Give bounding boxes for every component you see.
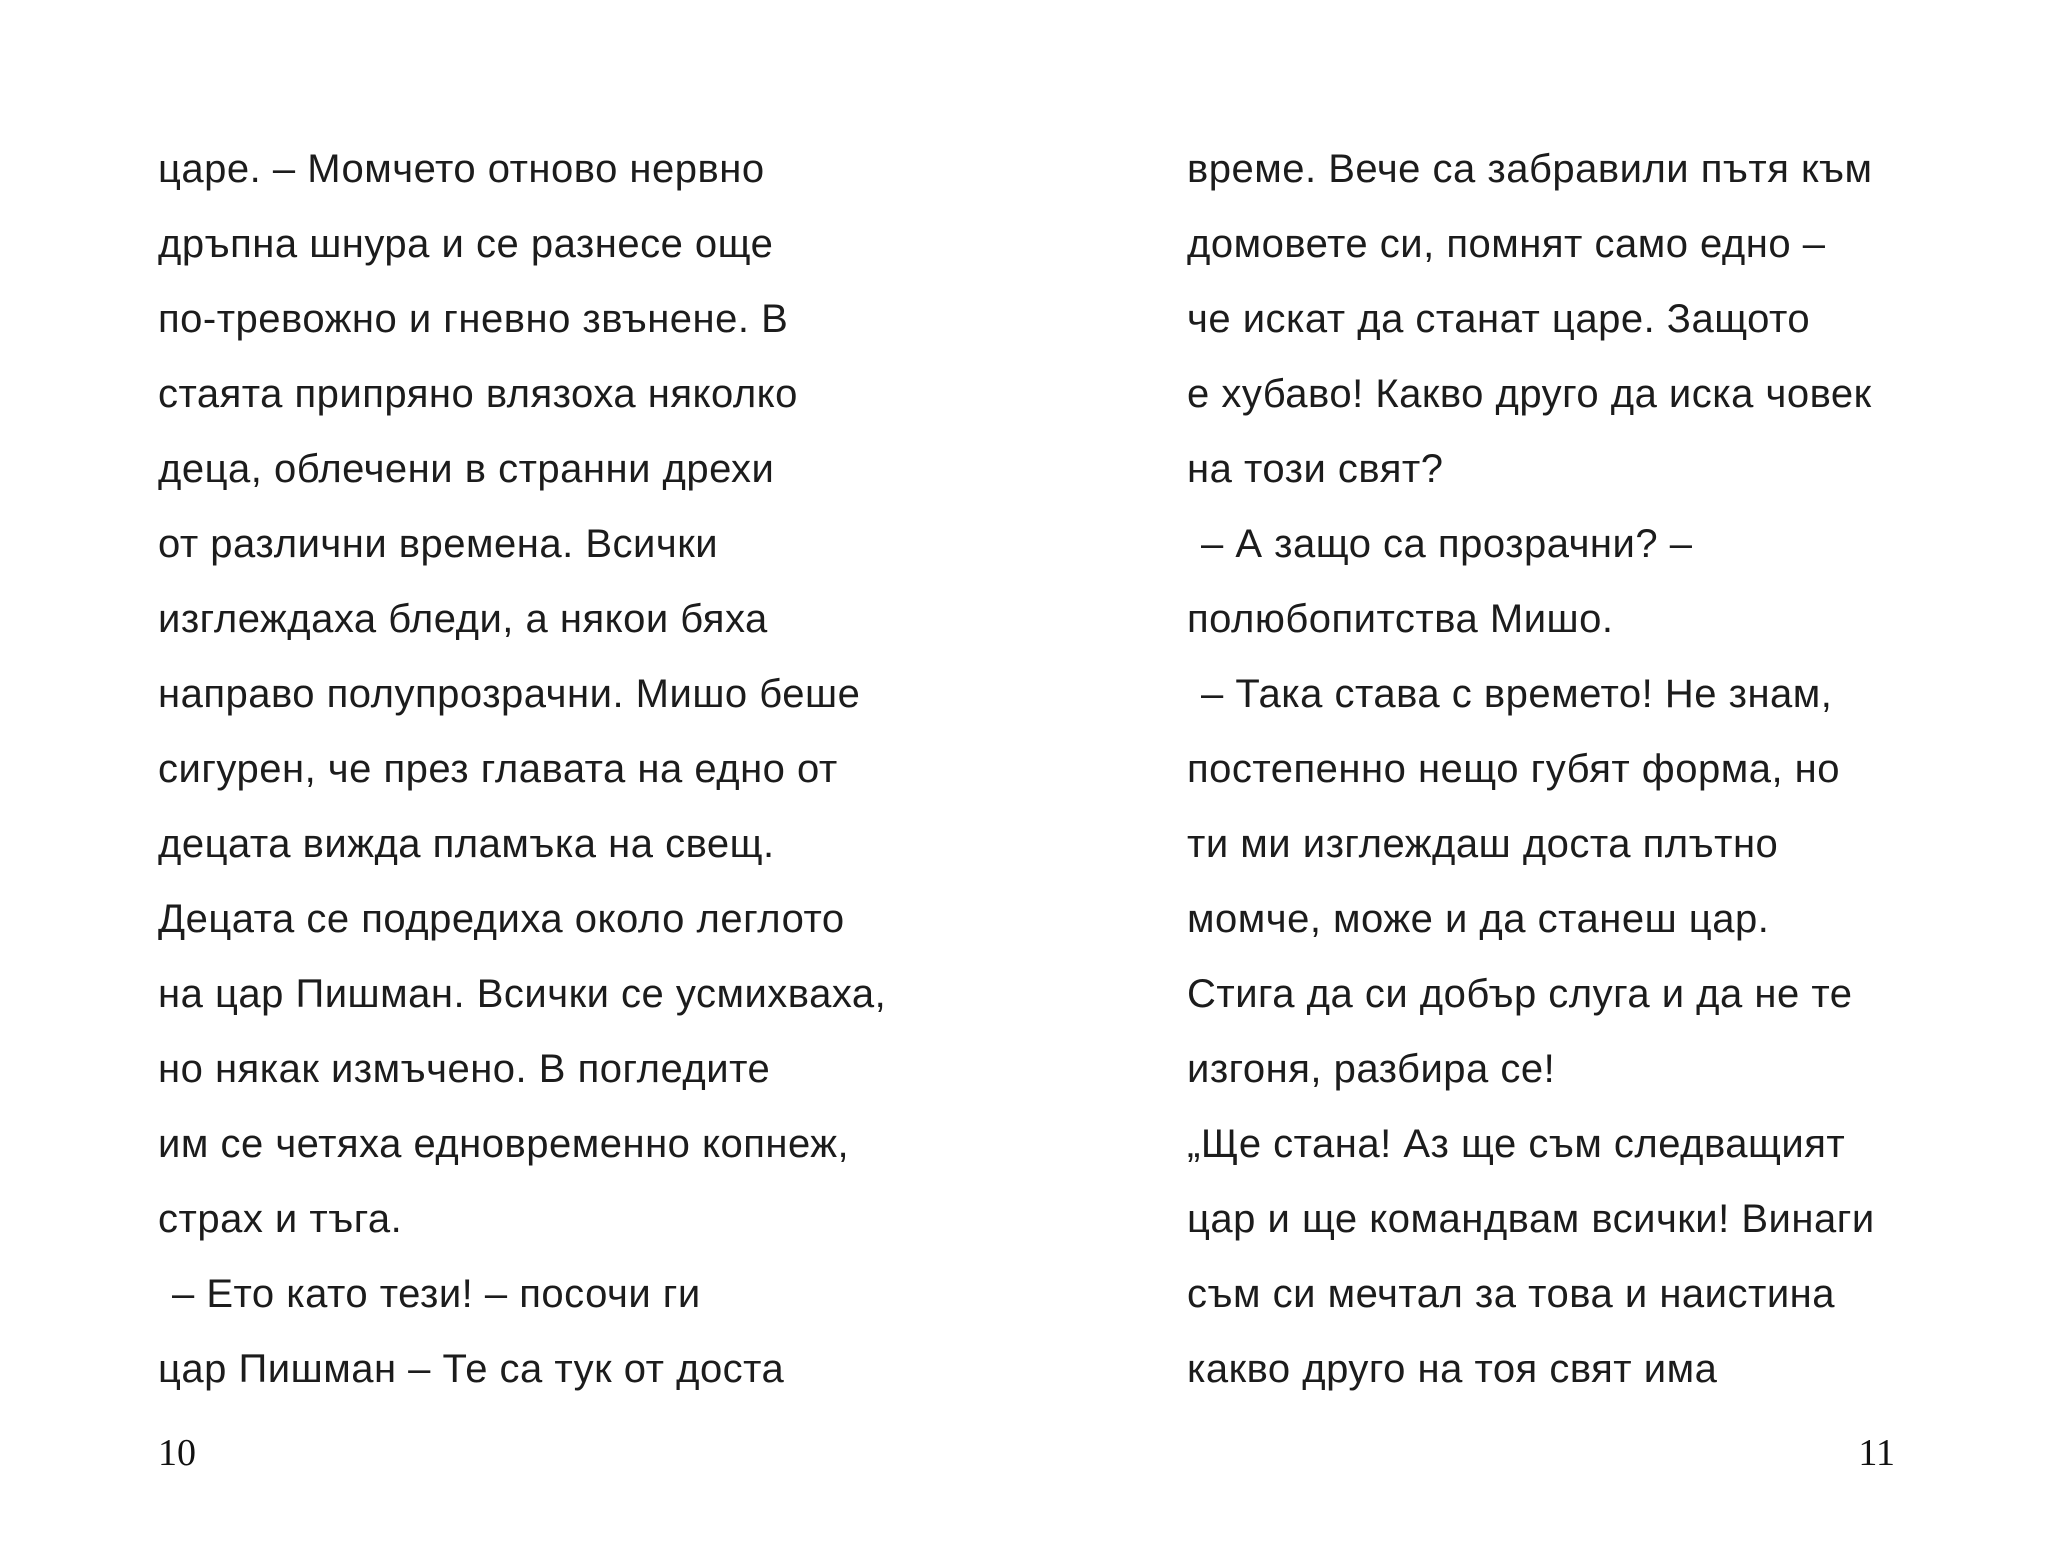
text-line: е хубаво! Какво друго да иска човек (1187, 372, 1872, 416)
text-line: домовете си, помнят само едно – (1187, 222, 1826, 266)
text-line: полюбопитства Мишо. (1187, 597, 1614, 641)
text-line: сигурен, че през главата на едно от (158, 747, 838, 791)
text-line-dialogue: – А защо са прозрачни? – (1201, 522, 1693, 566)
text-line: по-тревожно и гневно звънене. В (158, 297, 789, 341)
text-line: постепенно нещо губят форма, но (1187, 747, 1840, 791)
left-page-text-block (158, 132, 887, 1407)
text-line: деца, облечени в странни дрехи (158, 447, 775, 491)
text-line: съм си мечтал за това и наистина (1187, 1272, 1836, 1316)
text-line: какво друго на тоя свят има (1187, 1347, 1718, 1391)
page-number-right: 11 (1858, 1432, 1895, 1474)
text-line: от различни времена. Всички (158, 522, 719, 566)
text-line: страх и тъга. (158, 1197, 403, 1241)
text-line: изглеждаха бледи, а някои бяха (158, 597, 768, 641)
text-line: цар Пишман – Те са тук от доста (158, 1347, 785, 1391)
text-line: децата вижда пламъка на свещ. (158, 822, 775, 866)
text-line: изгоня, разбира се! (1187, 1047, 1556, 1091)
text-line-dialogue: – Така става с времето! Не знам, (1201, 672, 1833, 716)
text-line: че искат да станат царе. Защото (1187, 297, 1811, 341)
text-line: царе. – Момчето отново нервно (158, 147, 765, 191)
text-line: Стига да си добър слуга и да не те (1187, 972, 1853, 1016)
text-line-dialogue: – Ето като тези! – посочи ги (172, 1272, 701, 1316)
text-line: време. Вече са забравили пътя към (1187, 147, 1873, 191)
text-line: на този свят? (1187, 447, 1444, 491)
text-line: „Ще стана! Аз ще съм следващият (1187, 1122, 1846, 1166)
text-line: момче, може и да станеш цар. (1187, 897, 1770, 941)
text-line: стаята припряно влязоха няколко (158, 372, 798, 416)
text-line: на цар Пишман. Всички се усмихваха, (158, 972, 887, 1016)
text-line: цар и ще командвам всички! Винаги (1187, 1197, 1875, 1241)
text-line: Децата се подредиха около леглото (158, 897, 845, 941)
text-line: ти ми изглеждаш доста плътно (1187, 822, 1779, 866)
page-number-left: 10 (158, 1432, 196, 1474)
text-line: направо полупрозрачни. Мишо беше (158, 672, 861, 716)
text-line: им се четяха едновременно копнеж, (158, 1122, 850, 1166)
text-line: но някак измъчено. В погледите (158, 1047, 771, 1091)
right-page-text-block (1187, 132, 1895, 1407)
text-line: дръпна шнура и се разнесе още (158, 222, 774, 266)
